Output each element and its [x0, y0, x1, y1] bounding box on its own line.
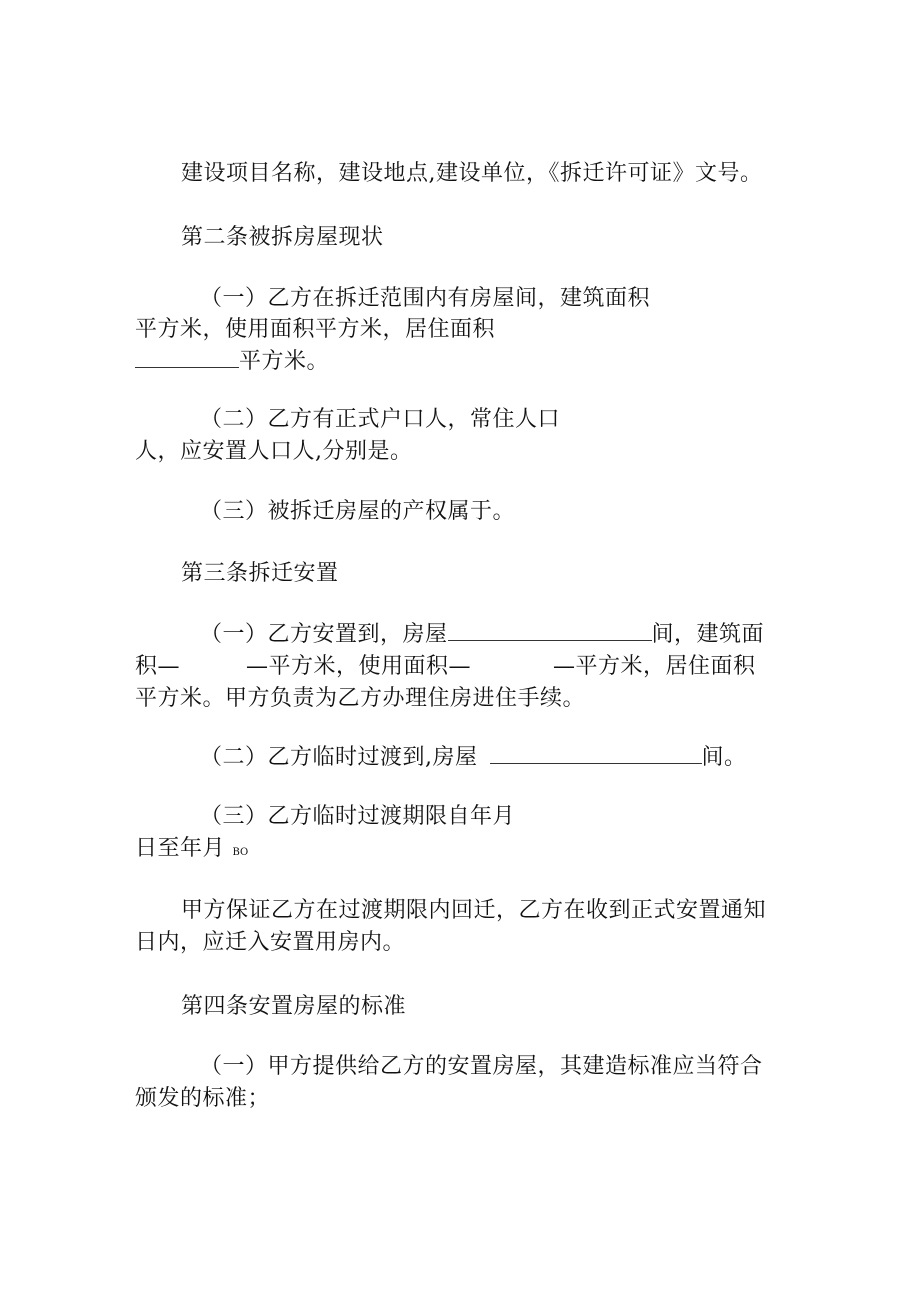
- article-3-guarantee-line-1: 甲方保证乙方在过渡期限内回迁，乙方在收到正式安置通知: [181, 898, 767, 923]
- blank-underline: [490, 743, 702, 764]
- article-3-item-3-line-2: [135, 834, 248, 868]
- article-4-item-1-line-1: （一）甲方提供给乙方的安置房屋，其建造标准应当符合: [200, 1054, 763, 1079]
- article-3-item-1-line-1-pre: （一）乙方安置到，房屋: [200, 622, 448, 647]
- article-3-item-1-seg-2: —平方米，使用面积—: [246, 654, 472, 679]
- article-3-item-1-line-1-post: 间，建筑面: [651, 622, 765, 647]
- blank-underline: [448, 620, 652, 641]
- article-3-item-1-seg-1: 积—: [135, 654, 181, 679]
- article-3-item-2-post: 间。: [701, 745, 747, 770]
- article-3-item-1-line-3: 平方米。甲方负责为乙方办理住房进住手续。: [135, 686, 586, 711]
- project-info-line: 建设项目名称，建设地点,建设单位，《拆迁许可证》文号。: [181, 161, 763, 186]
- article-2-item-1-line-1: （一）乙方在拆迁范围内有房屋间，建筑面积: [200, 286, 651, 311]
- article-2-item-1-line-3: [135, 347, 329, 377]
- article-2-item-1-line-2: 平方米，使用面积平方米，居住面积: [135, 317, 496, 342]
- article-3-item-2: [200, 743, 747, 773]
- article-3-item-3-line-2-text: 日至年月: [135, 836, 226, 861]
- article-2-heading: 第二条被拆房屋现状: [181, 225, 384, 250]
- article-2-item-3: （三）被拆迁房屋的产权属于。: [200, 499, 516, 524]
- article-2-item-2-line-1: （二）乙方有正式户口人，常住人口: [200, 407, 561, 432]
- article-3-guarantee-line-2: 日内，应迁入安置用房内。: [135, 930, 406, 955]
- article-3-item-3-line-1: （三）乙方临时过渡期限自年月: [200, 804, 516, 829]
- article-3-item-2-pre: （二）乙方临时过渡到,房屋: [200, 745, 478, 770]
- article-2-item-2-line-2: 人，应安置人口人,分别是。: [135, 439, 413, 464]
- article-4-item-1-line-2: 颁发的标准；: [135, 1086, 271, 1111]
- article-3-item-1-seg-3: —平方米，居住面积: [553, 654, 756, 679]
- article-4-heading: 第四条安置房屋的标准: [181, 994, 407, 1019]
- stray-mark: BO: [232, 847, 249, 858]
- article-3-item-1-line-1: [200, 620, 764, 650]
- article-3-heading: 第三条拆迁安置: [181, 561, 339, 586]
- blank-underline: [135, 347, 239, 368]
- article-2-item-1-line-3-text: 平方米。: [239, 349, 330, 374]
- article-3-item-1-line-2: [135, 652, 756, 682]
